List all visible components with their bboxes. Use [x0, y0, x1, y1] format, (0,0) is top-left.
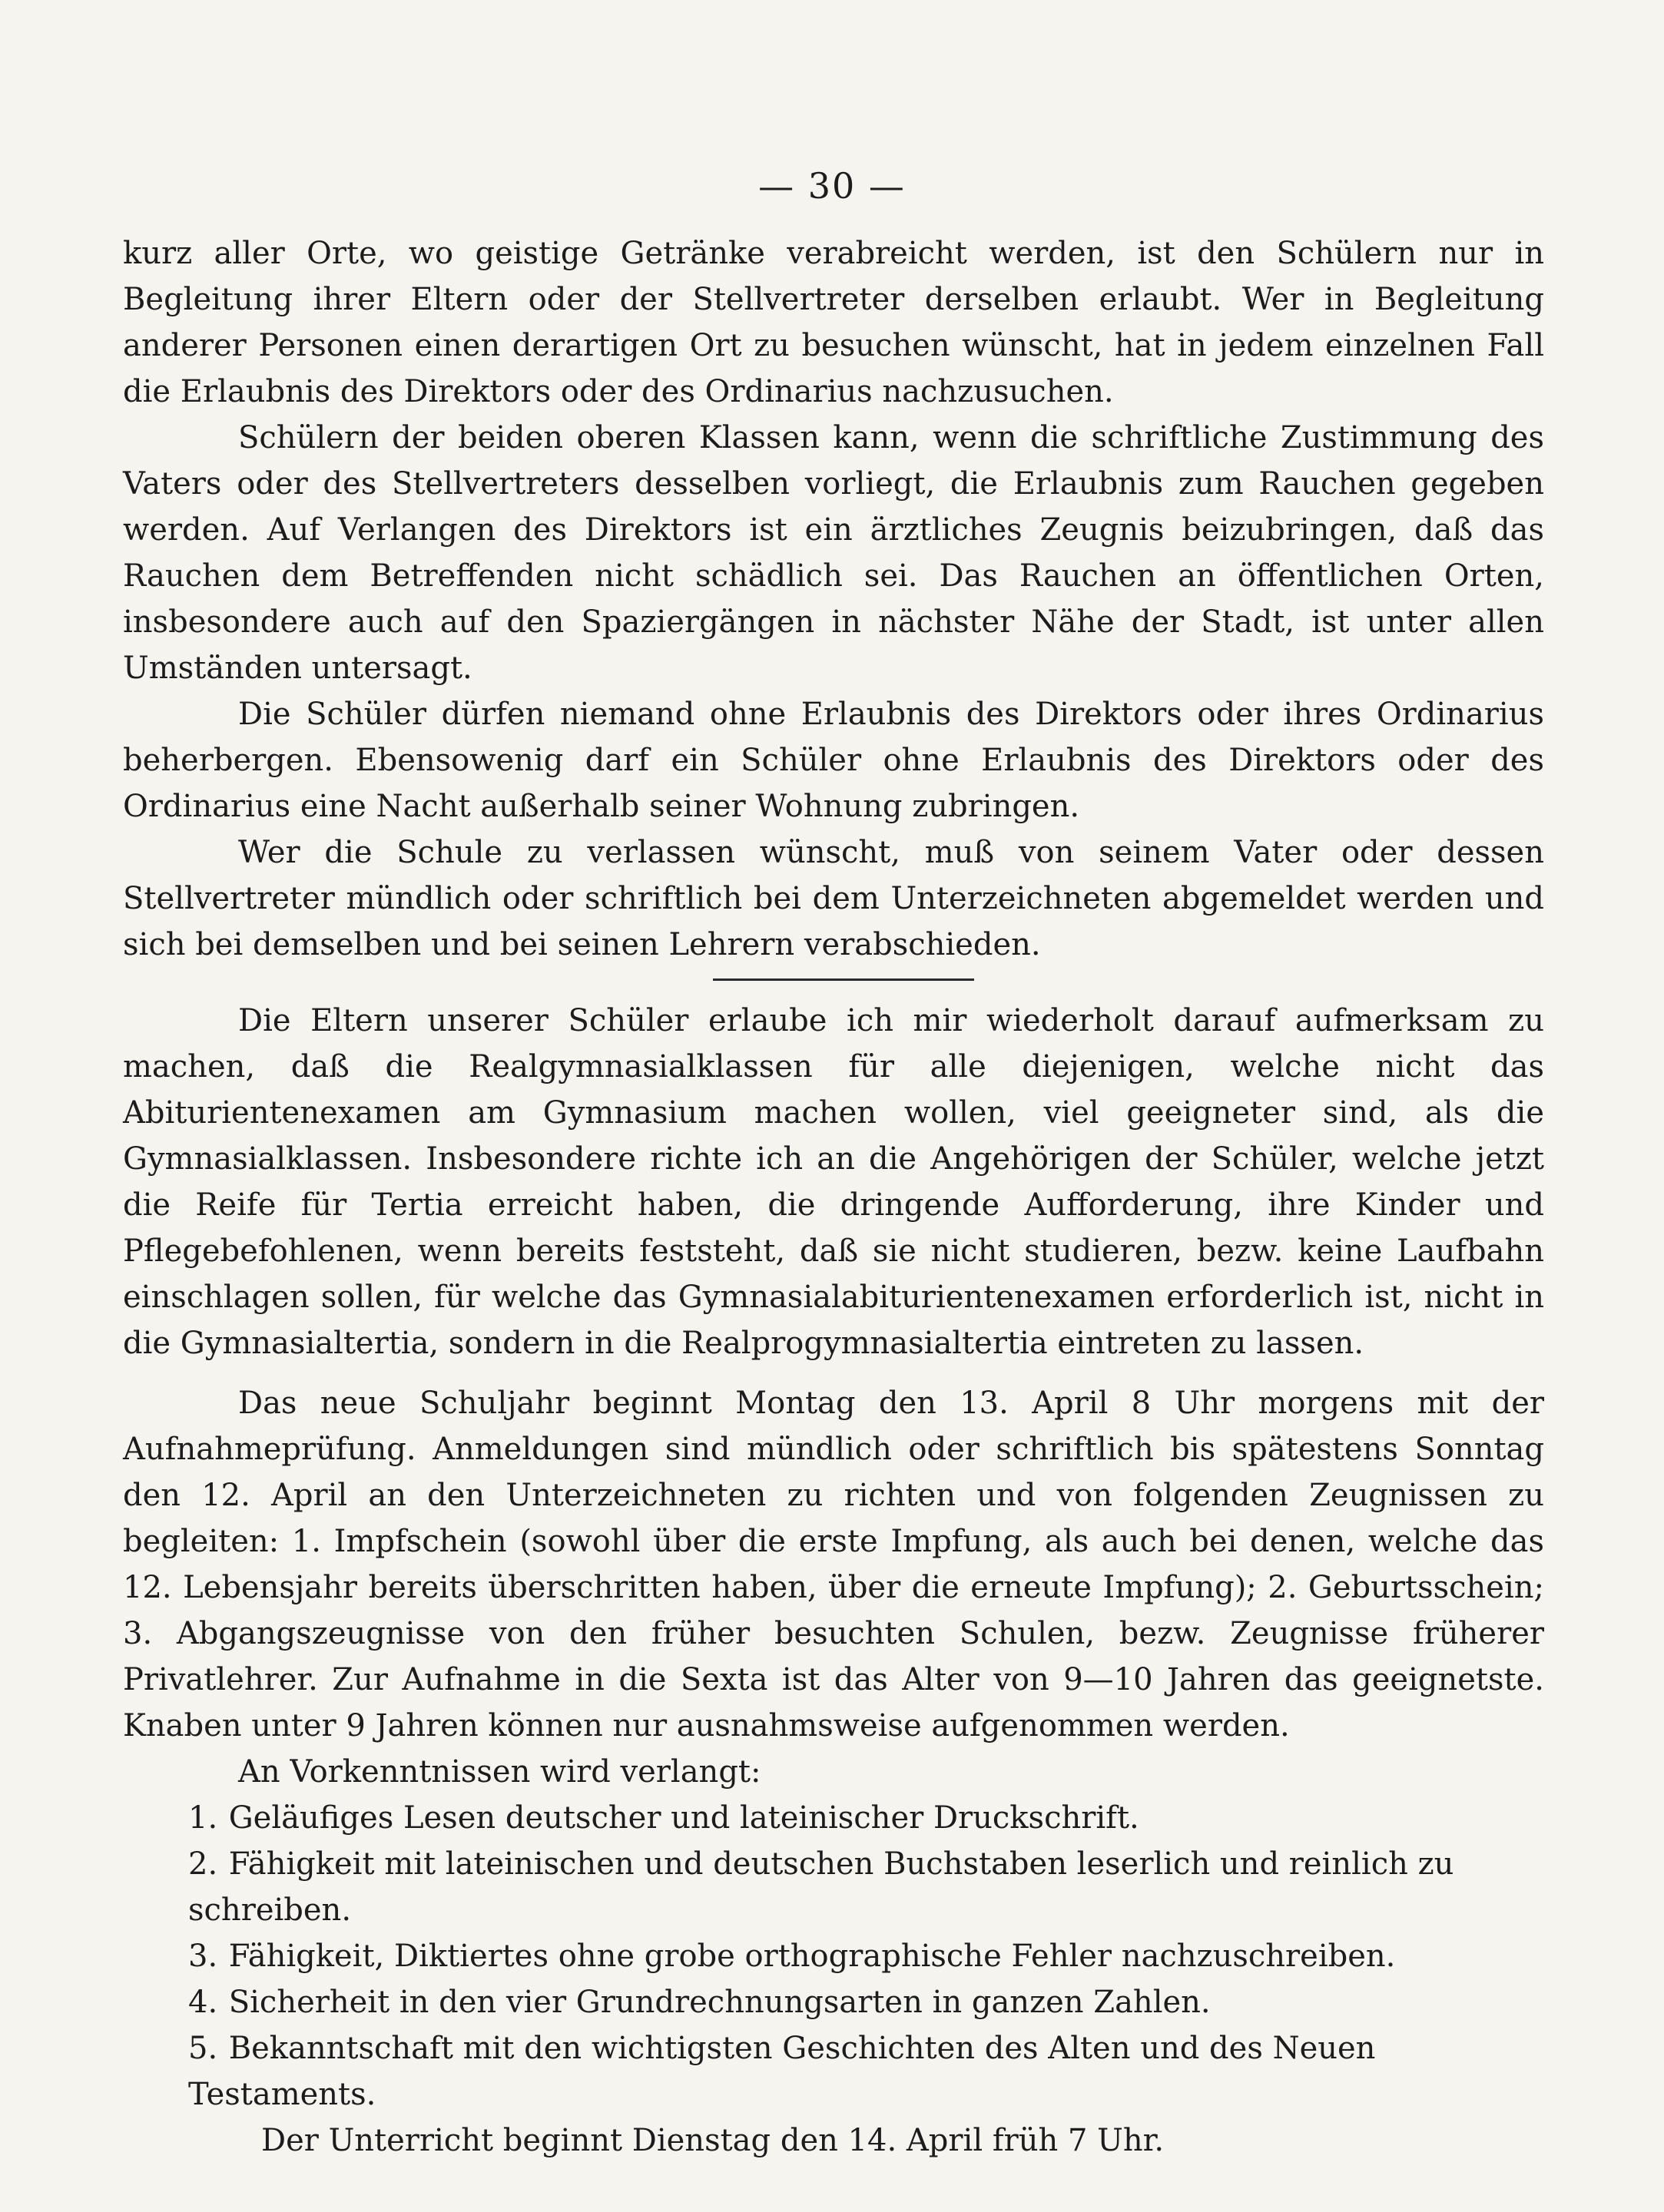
paragraph-realgymnasium: Die Eltern unserer Schüler erlaube ich mir wiederholt darauf aufmerksam zu machen, daß die Realgymnasialklassen für alle diejenigen, welche nicht das Abiturientenexamen am Gymnasium machen wollen, viel geeigneter sind, als die Gymnasialklassen. Insbesondere richte ich an die Angehörigen der Schüler, welche jetzt die Reife für Tertia erreicht haben, die dringende Aufforderung, ihre Kinder und Pflegebefohlenen, wenn bereits feststeht, daß sie nicht studieren, bezw. keine Laufbahn einschlagen sollen, für welche das Gymnasialabiturientenexamen erforderlich ist, nicht in die Gymnasialtertia, sondern in die Realprogymnasialtertia eintreten zu lassen.: [123, 1003, 1544, 1361]
list-item-text: Sicherheit in den vier Grundrechnungsarten in ganzen Zahlen.: [228, 1985, 1211, 2020]
list-item-text: Bekanntschaft mit den wichtigsten Geschichten des Alten und des Neuen Testaments.: [188, 2031, 1376, 2112]
list-item-text: Fähigkeit, Diktiertes ohne grobe orthographische Fehler nachzuschreiben.: [228, 1939, 1396, 1974]
paragraph-school-year: Das neue Schuljahr beginnt Montag den 13. April 8 Uhr morgens mit der Aufnahmeprüfung. Anmeldungen sind mündlich oder schriftlich bis spätestens Sonntag den 12. April an den Unterzeichneten zu richten und von folgenden Zeugnissen zu begleiten: 1. Impfschein (sowohl über die erste Impfung, als auch bei denen, welche das 12. Lebensjahr bereits überschritten haben, über die erneute Impfung); 2. Geburtsschein; 3. Abgangszeugnisse von den früher besuchten Schulen, bezw. Zeugnisse früherer Privatlehrer. Zur Aufnahme in die Sexta ist das Alter von 9—10 Jahren das geeignetste. Knaben unter 9 Jahren können nur ausnahmsweise aufgenommen werden.: [123, 1386, 1544, 1743]
list-item-number: 5.: [188, 2031, 218, 2066]
spacer: [123, 1366, 1544, 1380]
list-item: [123, 1933, 1544, 1979]
list-item-number: 1.: [188, 1800, 218, 1836]
page-number: — 30 —: [758, 165, 906, 207]
list-item: [123, 1979, 1544, 2025]
list-item: [123, 1841, 1544, 1933]
requirements-list: [123, 1795, 1544, 2118]
section-divider: [713, 979, 974, 981]
body-text: [123, 230, 1544, 2164]
paragraph-taverns: kurz aller Orte, wo geistige Getränke verabreicht werden, ist den Schülern nur in Begleitung ihrer Eltern oder der Stellvertreter derselben erlaubt. Wer in Begleitung anderer Personen einen derartigen Ort zu besuchen wünscht, hat in jedem einzelnen Fall die Erlaubnis des Direktors oder des Ordinarius nachzusuchen.: [123, 236, 1544, 409]
paragraph-leaving-school: Wer die Schule zu verlassen wünscht, muß von seinem Vater oder dessen Stellvertreter mündlich oder schriftlich bei dem Unterzeichneten abgemeldet werden und sich bei demselben und bei seinen Lehrern verabschieden.: [123, 835, 1544, 962]
list-item-number: 4.: [188, 1985, 218, 2020]
closing-line: Der Unterricht beginnt Dienstag den 14. April früh 7 Uhr.: [261, 2123, 1165, 2158]
list-item-number: 3.: [188, 1939, 218, 1974]
list-item-text: Geläufiges Lesen deutscher und lateinischer Druckschrift.: [228, 1800, 1139, 1836]
list-item-text: Fähigkeit mit lateinischen und deutschen Buchstaben leserlich und reinlich zu schreiben.: [188, 1846, 1454, 1928]
paragraph-smoking: Schülern der beiden oberen Klassen kann, wenn die schriftliche Zustimmung des Vaters oder des Stellvertreters desselben vorliegt, die Erlaubnis zum Rauchen gegeben werden. Auf Verlangen des Direktors ist ein ärztliches Zeugnis beizubringen, daß das Rauchen dem Betreffenden nicht schädlich sei. Das Rauchen an öffentlichen Orten, insbesondere auch auf den Spaziergängen in nächster Nähe der Stadt, ist unter allen Umständen untersagt.: [123, 420, 1544, 686]
list-item-number: 2.: [188, 1846, 218, 1882]
requirements-intro: An Vorkenntnissen wird verlangt:: [238, 1754, 761, 1790]
list-item: [123, 2025, 1544, 2118]
list-item: [123, 1795, 1544, 1841]
paragraph-lodging: Die Schüler dürfen niemand ohne Erlaubnis des Direktors oder ihres Ordinarius beherbergen. Ebensowenig darf ein Schüler ohne Erlaubnis des Direktors oder des Ordinarius eine Nacht außerhalb seiner Wohnung zubringen.: [123, 697, 1544, 824]
